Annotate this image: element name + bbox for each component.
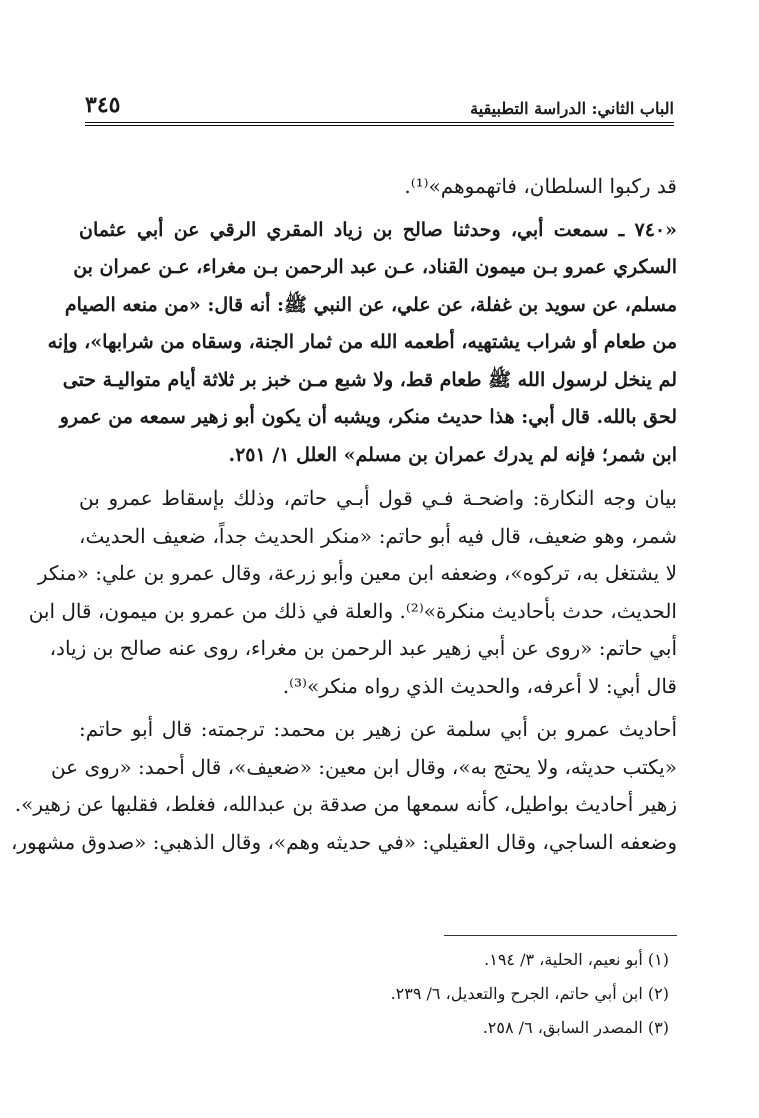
- footnote-3: (٣) المصدر السابق، ٦/ ٢٥٨.: [482, 1018, 669, 1037]
- chapter-title: الباب الثاني: الدراسة التطبيقية: [470, 99, 674, 118]
- text-line: مسلم، عن سويد بن غفلة، عن علي، عن النبي ﷺ: أنه قال: «من منعه الصيام: [64, 293, 677, 316]
- text-line: بيان وجه النكارة: واضحـة فـي قول أبـي حاتم، وذلك بإسقاط عمرو بن: [79, 486, 677, 510]
- footnote-1: (١) أبو نعيم، الحلية، ٣/ ١٩٤.: [484, 950, 669, 969]
- paragraph-amr-ibn-abi-salama: [10, 711, 677, 861]
- text-line: وضعفه الساجي، وقال العقيلي: «في حديثه وهم»، وقال الذهبي: «صدوق مشهور،: [10, 829, 677, 854]
- text-line: الحديث، حدث بأحاديث منكرة»⁽²⁾. والعلة في ذلك من عمرو بن ميمون، قال ابن: [28, 598, 677, 623]
- text-line: لا يشتغل به، تركوه»، وضعفه ابن معين وأبو زرعة، وقال عمرو بن علي: «منكر: [37, 561, 677, 585]
- text-line: شمر، وهو ضعيف، قال فيه أبو حاتم: «منكر الحديث جداً، ضعيف الحديث،: [79, 523, 677, 548]
- text-line: أحاديث عمرو بن أبي سلمة عن زهير بن محمد: ترجمته: قال أبو حاتم:: [79, 717, 677, 741]
- running-header: [85, 86, 674, 126]
- footnotes: [85, 943, 669, 1045]
- text-line: لحق بالله. قال أبي: هذا حديث منكر، ويشبه أن يكون أبو زهير سمعه من عمرو: [59, 406, 677, 428]
- text-line: لم ينخل لرسول الله ﷺ طعام قط، ولا شبع مـن خبز بر ثلاثة أيام متواليـة حتى: [62, 368, 677, 391]
- footnote-2: (٢) ابن أبي حاتم، الجرح والتعديل، ٦/ ٢٣٩.: [390, 984, 669, 1003]
- text-line: السكري عمرو بـن ميمون القناد، عـن عبد الرحمن بـن مغراء، عـن عمران بن: [73, 256, 677, 278]
- paragraph-opening: [79, 168, 677, 206]
- text-line: «يكتب حديثه، ولا يحتج به»، وقال ابن معين: «ضعيف»، قال أحمد: «روى عن: [50, 754, 677, 779]
- text-line: قد ركبوا السلطان، فاتهموهم»⁽¹⁾.: [404, 174, 677, 198]
- text-line: من طعام أو شراب يشتهيه، أطعمه الله من ثمار الجنة، وسقاه من شرابها»، وإنه: [47, 331, 677, 353]
- paragraph-hadith-740: [47, 212, 677, 475]
- text-line: أبي حاتم: «روى عن أبي زهير عبد الرحمن بن مغراء، روى عنه صالح بن زياد،: [49, 636, 677, 660]
- paragraph-explanation: [28, 480, 677, 705]
- text-line: قال أبي: لا أعرفه، والحديث الذي رواه منكر»⁽³⁾.: [282, 673, 677, 698]
- text-line: «٧٤٠ ـ سمعت أبي، وحدثنا صالح بن زياد المقري الرقي عن أبي عثمان: [79, 218, 677, 241]
- text-line: زهير أحاديث بواطيل، كأنه سمعها من صدقة بن عبدالله، فغلط، فقلبها عن زهير».: [14, 792, 677, 816]
- main-text: [10, 168, 677, 867]
- text-line: ابن شمر؛ فإنه لم يدرك عمران بن مسلم» العلل ١/ ٢٥١.: [228, 443, 677, 466]
- footnote-separator: [444, 935, 677, 936]
- page-number: ٣٤٥: [85, 92, 121, 118]
